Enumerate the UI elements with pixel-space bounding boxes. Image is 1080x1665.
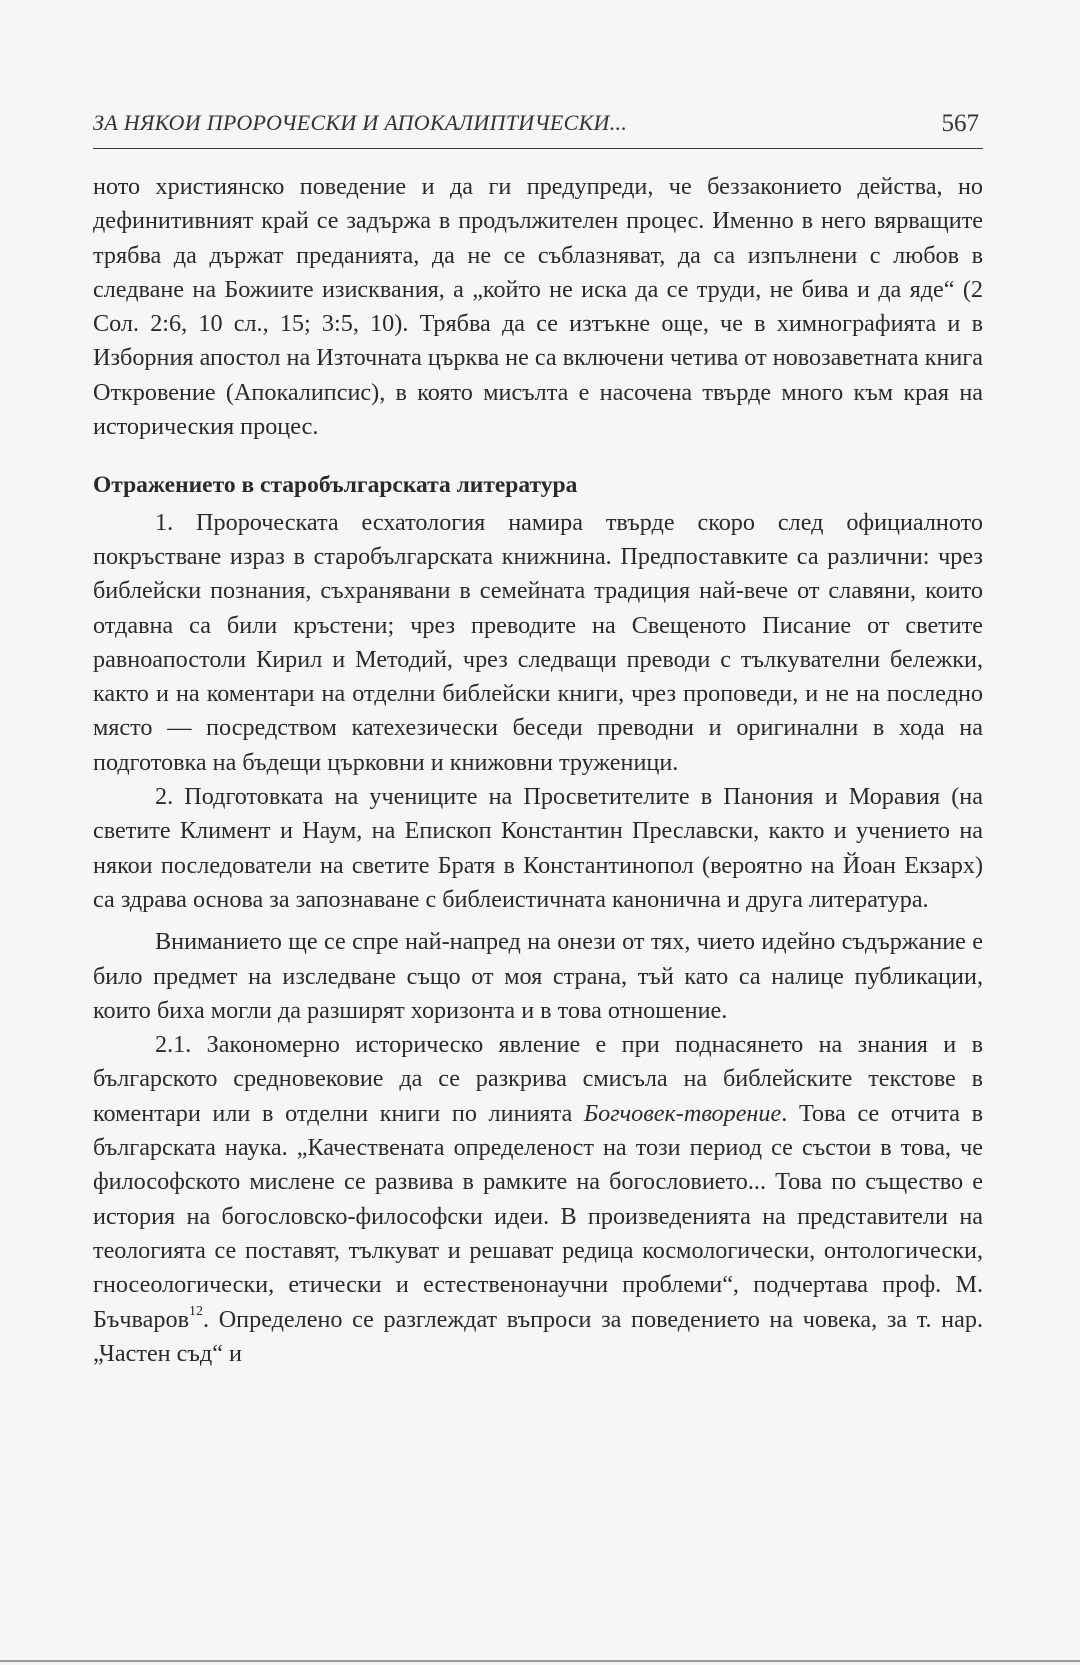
paragraph-continuation: ното християнско поведение и да ги предупреди, че беззаконието действа, но дефинитивният край се задържа в продължителен процес. Именно в него вярващите трябва да държат преданията, да не се съблазняват, да са изпълнени с любов в следване на Божиите изисквания, а „който не иска да се труди, не бива и да яде“ (2 Сол. 2:6, 10 сл., 15; 3:5, 10). Трябва да се изтъкне още, че в химнографията и в Изборния апостол на Източната църква не са включени четива от новозаветната книга Откровение (Апокалипсис), в която мисълта е насочена твърде много към края на историческия процес. xyxy=(93,173,983,441)
book-page xyxy=(93,0,983,1665)
paragraph-2-1-start: 2.1. Закономерно историческо явление е при поднасянето на знания и в българското средновековие да се разкрива смисъла на библейските текстове в коментари или в отделни книги по линията xyxy=(93,1031,983,1127)
paragraph-2-1-middle: . Това се отчита в българската наука. „Качествената определеност на този период се състои в това, че философското мислене се развива в рамките на богословието... Това по същество е история на богословско-философски идеи. В произведенията на представители на теологията се поставят, тълкуват и решават редица космологически, онтологически, гносеологически, етически и естественонаучни проблеми“, подчертава проф. М. Бъчваров xyxy=(93,1099,983,1333)
paragraph-2-1 xyxy=(93,1028,983,1371)
page-number: 567 xyxy=(941,110,979,137)
section-heading: Отражението в старобългарската литература xyxy=(93,472,578,499)
running-header xyxy=(93,108,983,149)
running-title: ЗА НЯКОИ ПРОРОЧЕСКИ И АПОКАЛИПТИЧЕСКИ... xyxy=(93,110,628,135)
paragraph-2: 2. Подготовката на учениците на Просветителите в Панония и Моравия (на светите Климент и Наум, на Епископ Константин Преславски, както и учението на някои последователи на светите Братя в Константинопол (вероятно на Йоан Екзарх) са здрава основа за запознаване с библеистичната канонична и друга литература. xyxy=(93,783,983,913)
paragraph-3: Вниманието ще се спре най-напред на онези от тях, чието идейно съдържание е било предмет на изследване също от моя страна, тъй като са налице публикации, които биха могли да разширят хоризонта и в това отношение. xyxy=(93,928,983,1024)
paragraph-1: 1. Пророческата есхатология намира твърде скоро след официалното покръстване израз в старобългарската книжнина. Предпоставките са различни: чрез библейски познания, съхранявани в семейната традиция най-вече от славяни, които отдавна са били кръстени; чрез преводите на Свещеното Писание от светите равноапостоли Кирил и Методий, чрез следващи преводи с тълкувателни бележки, както и на коментари на отделни библейски книги, чрез проповеди, и не на последно място — посредством катехезически беседи преводни и оригинални в хода на подготовка на бъдещи църковни и книжовни труженици. xyxy=(93,508,983,776)
body-text xyxy=(93,170,983,1371)
footnote-ref[interactable]: 12 xyxy=(189,1304,204,1320)
italic-term: Богчовек-творение xyxy=(583,1099,782,1127)
scan-edge-line xyxy=(0,1660,1080,1662)
paragraph-2-1-end: . Определено се разглеждат въпроси за поведението на човека, за т. нар. „Частен съд“ и xyxy=(93,1305,983,1367)
